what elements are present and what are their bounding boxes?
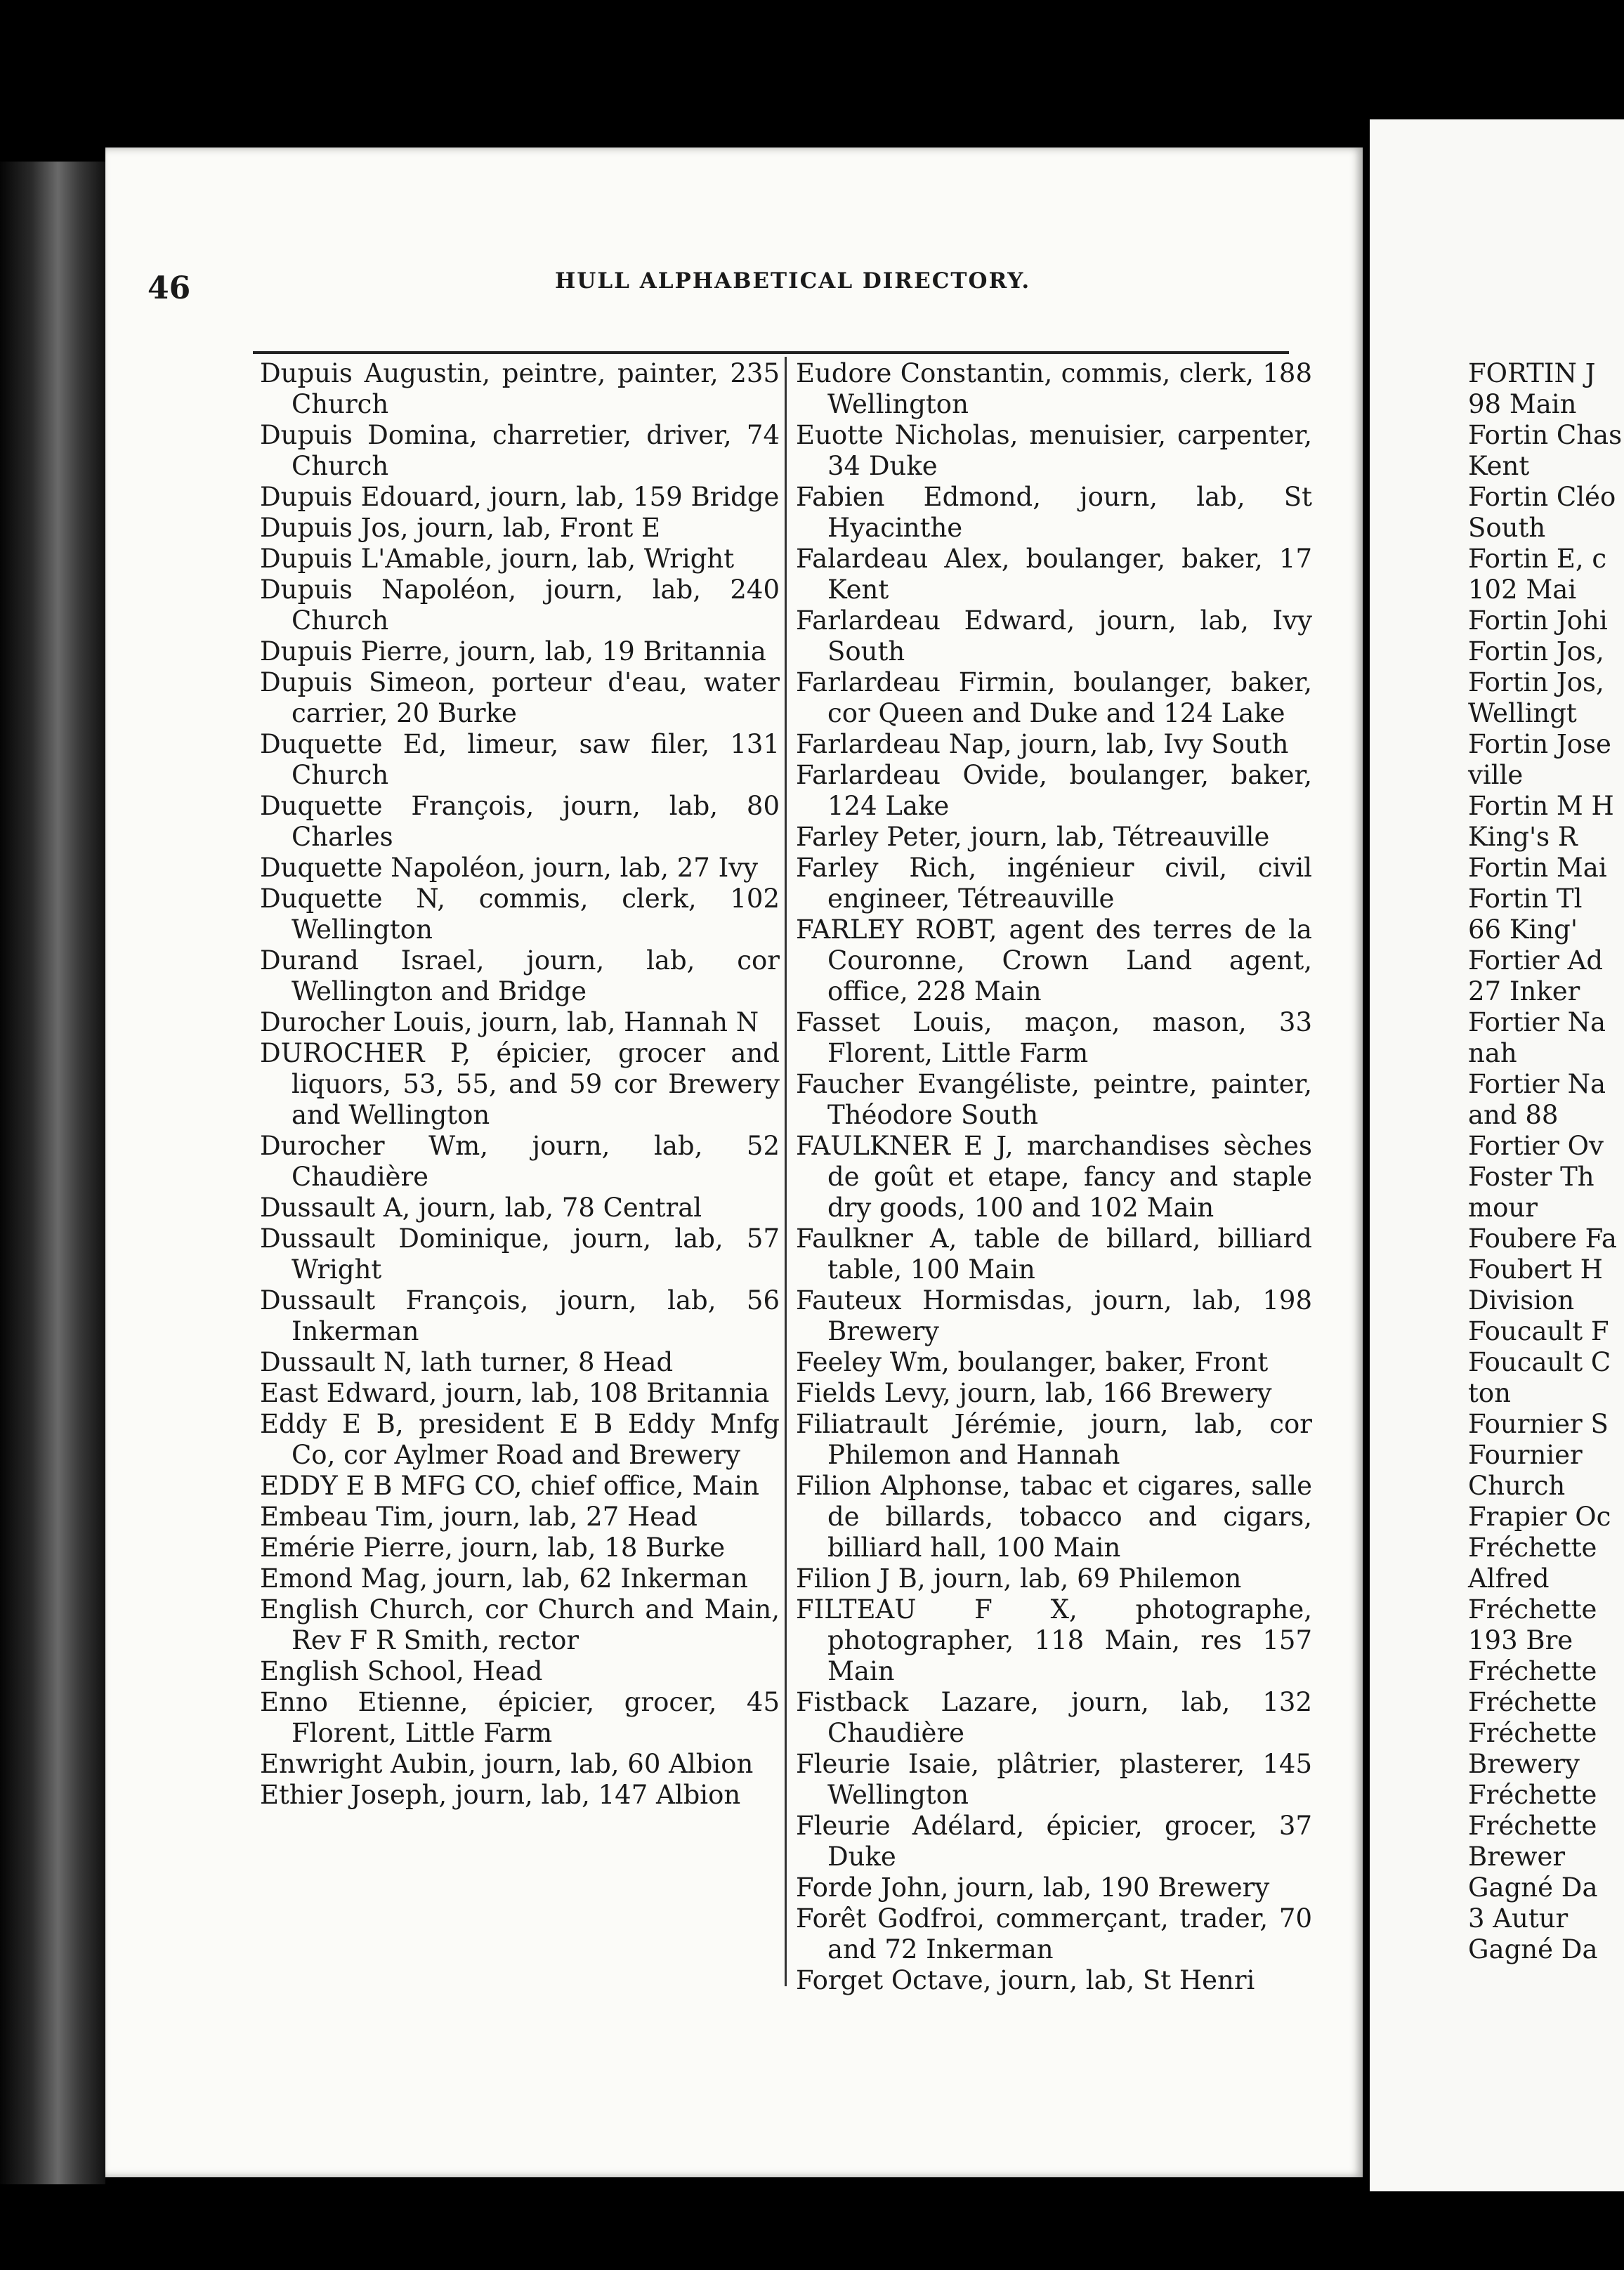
directory-entry: Fréchette bbox=[1468, 1533, 1597, 1563]
directory-entry: Division bbox=[1468, 1285, 1575, 1316]
directory-entry: Fields Levy, journ, lab, 166 Brewery bbox=[796, 1378, 1272, 1408]
directory-entry: Church bbox=[1468, 1471, 1566, 1501]
running-header: HULL ALPHABETICAL DIRECTORY. bbox=[555, 268, 1031, 294]
directory-entry: Gagné Da bbox=[1468, 1934, 1598, 1964]
directory-entry: nah bbox=[1468, 1038, 1517, 1068]
directory-column-2 bbox=[796, 358, 1312, 1996]
directory-entry: Fortin Mai bbox=[1468, 853, 1607, 883]
directory-entry: 27 Inker bbox=[1468, 976, 1580, 1006]
directory-entry: Duquette François, journ, lab, 80 Charles bbox=[260, 791, 780, 852]
directory-entry: Fortin Chas bbox=[1468, 420, 1623, 450]
directory-entry: Foucault C bbox=[1468, 1347, 1611, 1377]
directory-entry: Eddy E B, president E B Eddy Mnfg Co, cor Aylmer Road and Brewery bbox=[260, 1409, 780, 1470]
directory-entry: Fréchette bbox=[1468, 1656, 1597, 1686]
directory-entry: Fortier Na bbox=[1468, 1007, 1606, 1037]
directory-entry: Fortin Johi bbox=[1468, 605, 1608, 636]
directory-entry: Farley Peter, journ, lab, Tétreauville bbox=[796, 822, 1270, 852]
directory-entry: mour bbox=[1468, 1193, 1538, 1223]
directory-entry: Frapier Oc bbox=[1468, 1502, 1611, 1532]
directory-entry: Fortin Tl bbox=[1468, 884, 1583, 914]
directory-entry: Fortin Jos, bbox=[1468, 667, 1604, 697]
directory-entry: Dussault N, lath turner, 8 Head bbox=[260, 1347, 674, 1377]
directory-entry: Emond Mag, journ, lab, 62 Inkerman bbox=[260, 1563, 748, 1594]
directory-entry: Gagné Da bbox=[1468, 1872, 1598, 1903]
directory-entry: Dussault Dominique, journ, lab, 57 Wright bbox=[260, 1223, 780, 1285]
directory-entry: Dussault François, journ, lab, 56 Inkerman bbox=[260, 1285, 780, 1346]
directory-entry: Faulkner A, table de billard, billiard table, 100 Main bbox=[796, 1223, 1312, 1285]
directory-entry: Eudore Constantin, commis, clerk, 188 Wellington bbox=[796, 358, 1312, 419]
directory-entry: Farlardeau Ovide, boulanger, baker, 124 Lake bbox=[796, 760, 1312, 821]
directory-entry: DUROCHER P, épicier, grocer and liquors, 53, 55, and 59 cor Brewery and Wellington bbox=[260, 1038, 780, 1130]
directory-entry: 3 Autur bbox=[1468, 1903, 1569, 1934]
directory-entry: Fréchette bbox=[1468, 1718, 1597, 1748]
directory-entry: Fleurie Adélard, épicier, grocer, 37 Duke bbox=[796, 1811, 1312, 1872]
directory-entry: Duquette Ed, limeur, saw filer, 131 Church bbox=[260, 729, 780, 790]
directory-entry: Fortin E, c bbox=[1468, 544, 1607, 574]
directory-entry: Faucher Evangéliste, peintre, painter, Théodore South bbox=[796, 1069, 1312, 1130]
directory-entry: Filion Alphonse, tabac et cigares, salle de billards, tobacco and cigars, billiard hall, 100 Main bbox=[796, 1471, 1312, 1563]
directory-entry: FORTIN J bbox=[1468, 358, 1596, 388]
book-spine-edge bbox=[0, 162, 105, 2184]
directory-column-1 bbox=[260, 358, 780, 1811]
directory-entry: FILTEAU F X, photographe, photographer, 118 Main, res 157 Main bbox=[796, 1594, 1312, 1686]
directory-entry: 193 Bre bbox=[1468, 1625, 1573, 1655]
directory-entry: Dupuis Domina, charretier, driver, 74 Church bbox=[260, 420, 780, 481]
directory-entry: Dupuis Pierre, journ, lab, 19 Britannia bbox=[260, 636, 766, 667]
directory-entry: Dupuis Napoléon, journ, lab, 240 Church bbox=[260, 575, 780, 636]
directory-entry: Forêt Godfroi, commerçant, trader, 70 and 72 Inkerman bbox=[796, 1903, 1312, 1964]
directory-entry: East Edward, journ, lab, 108 Britannia bbox=[260, 1378, 770, 1408]
directory-entry: Durocher Louis, journ, lab, Hannah N bbox=[260, 1007, 759, 1037]
directory-entry: FAULKNER E J, marchandises sèches de goût et etape, fancy and staple dry goods, 100 and 102 Main bbox=[796, 1131, 1312, 1223]
directory-entry: Fortier Na bbox=[1468, 1069, 1606, 1099]
directory-column-3-partial bbox=[1468, 358, 1624, 1965]
directory-entry: English School, Head bbox=[260, 1656, 543, 1686]
directory-entry: Fournier S bbox=[1468, 1409, 1609, 1439]
directory-entry: Filiatrault Jérémie, journ, lab, cor Philemon and Hannah bbox=[796, 1409, 1312, 1470]
directory-entry: ton bbox=[1468, 1378, 1511, 1408]
directory-entry: 98 Main bbox=[1468, 389, 1577, 419]
header-rule bbox=[253, 351, 1289, 354]
directory-entry: Falardeau Alex, boulanger, baker, 17 Kent bbox=[796, 544, 1312, 605]
directory-entry: Emérie Pierre, journ, lab, 18 Burke bbox=[260, 1533, 726, 1563]
directory-entry: Dupuis Jos, journ, lab, Front E bbox=[260, 513, 661, 543]
directory-entry: Brewer bbox=[1468, 1842, 1566, 1872]
directory-entry: Enwright Aubin, journ, lab, 60 Albion bbox=[260, 1749, 754, 1779]
directory-entry: ville bbox=[1468, 760, 1524, 790]
directory-entry: Durocher Wm, journ, lab, 52 Chaudière bbox=[260, 1131, 780, 1192]
directory-entry: Fasset Louis, maçon, mason, 33 Florent, Little Farm bbox=[796, 1007, 1312, 1068]
directory-entry: Fortin Jose bbox=[1468, 729, 1611, 759]
directory-entry: Foubere Fa bbox=[1468, 1223, 1617, 1254]
directory-entry: Dupuis Edouard, journ, lab, 159 Bridge bbox=[260, 482, 780, 512]
directory-entry: Euotte Nicholas, menuisier, carpenter, 34 Duke bbox=[796, 420, 1312, 481]
directory-entry: Duquette Napoléon, journ, lab, 27 Ivy bbox=[260, 853, 759, 883]
directory-entry: Dussault A, journ, lab, 78 Central bbox=[260, 1193, 702, 1223]
directory-entry: Dupuis Simeon, porteur d'eau, water carrier, 20 Burke bbox=[260, 667, 780, 728]
directory-entry: Fournier bbox=[1468, 1440, 1583, 1470]
directory-entry: Wellingt bbox=[1468, 698, 1577, 728]
directory-entry: Filion J B, journ, lab, 69 Philemon bbox=[796, 1563, 1242, 1594]
directory-entry: King's R bbox=[1468, 822, 1578, 852]
directory-entry: Enno Etienne, épicier, grocer, 45 Florent, Little Farm bbox=[260, 1687, 780, 1748]
directory-entry: Fortin Jos, bbox=[1468, 636, 1604, 667]
directory-entry: Farlardeau Firmin, boulanger, baker, cor Queen and Duke and 124 Lake bbox=[796, 667, 1312, 728]
directory-entry: 66 King' bbox=[1468, 914, 1578, 945]
directory-entry: Foubert H bbox=[1468, 1254, 1603, 1285]
directory-entry: Farlardeau Nap, journ, lab, Ivy South bbox=[796, 729, 1289, 759]
directory-entry: Fortier Ov bbox=[1468, 1131, 1604, 1161]
directory-entry: Fabien Edmond, journ, lab, St Hyacinthe bbox=[796, 482, 1312, 543]
directory-entry: Fauteux Hormisdas, journ, lab, 198 Brewery bbox=[796, 1285, 1312, 1346]
column-divider bbox=[785, 357, 787, 1986]
directory-entry: Fréchette bbox=[1468, 1594, 1597, 1625]
directory-entry: Fistback Lazare, journ, lab, 132 Chaudière bbox=[796, 1687, 1312, 1748]
directory-entry: Kent bbox=[1468, 451, 1530, 481]
directory-entry: and 88 bbox=[1468, 1100, 1559, 1130]
directory-entry: Forde John, journ, lab, 190 Brewery bbox=[796, 1872, 1270, 1903]
directory-entry: Fréchette bbox=[1468, 1687, 1597, 1717]
directory-entry: English Church, cor Church and Main, Rev F R Smith, rector bbox=[260, 1594, 780, 1655]
directory-entry: Dupuis Augustin, peintre, painter, 235 Church bbox=[260, 358, 780, 419]
directory-entry: Durand Israel, journ, lab, cor Wellington and Bridge bbox=[260, 945, 780, 1006]
directory-entry: Farlardeau Edward, journ, lab, Ivy South bbox=[796, 605, 1312, 667]
directory-entry: 102 Mai bbox=[1468, 575, 1577, 605]
directory-entry: Foucault F bbox=[1468, 1316, 1609, 1346]
directory-entry: Foster Th bbox=[1468, 1162, 1594, 1192]
directory-entry: Fortier Ad bbox=[1468, 945, 1604, 976]
page-number: 46 bbox=[148, 270, 191, 306]
directory-entry: Fréchette bbox=[1468, 1811, 1597, 1841]
directory-entry: Embeau Tim, journ, lab, 27 Head bbox=[260, 1502, 698, 1532]
directory-entry: Fleurie Isaie, plâtrier, plasterer, 145 Wellington bbox=[796, 1749, 1312, 1810]
directory-entry: EDDY E B MFG CO, chief office, Main bbox=[260, 1471, 760, 1501]
directory-entry: Feeley Wm, boulanger, baker, Front bbox=[796, 1347, 1269, 1377]
directory-entry: Ethier Joseph, journ, lab, 147 Albion bbox=[260, 1780, 741, 1810]
directory-entry: Dupuis L'Amable, journ, lab, Wright bbox=[260, 544, 735, 574]
directory-entry: Fréchette bbox=[1468, 1780, 1597, 1810]
directory-entry: Alfred bbox=[1468, 1563, 1550, 1594]
directory-entry: Fortin Cléo bbox=[1468, 482, 1616, 512]
directory-entry: Farley Rich, ingénieur civil, civil engineer, Tétreauville bbox=[796, 853, 1312, 914]
directory-entry: Fortin M H bbox=[1468, 791, 1614, 821]
directory-entry: FARLEY ROBT, agent des terres de la Couronne, Crown Land agent, office, 228 Main bbox=[796, 914, 1312, 1006]
directory-entry: Duquette N, commis, clerk, 102 Wellington bbox=[260, 884, 780, 945]
directory-entry: Brewery bbox=[1468, 1749, 1580, 1779]
directory-entry: Forget Octave, journ, lab, St Henri bbox=[796, 1965, 1255, 1995]
directory-entry: South bbox=[1468, 513, 1546, 543]
